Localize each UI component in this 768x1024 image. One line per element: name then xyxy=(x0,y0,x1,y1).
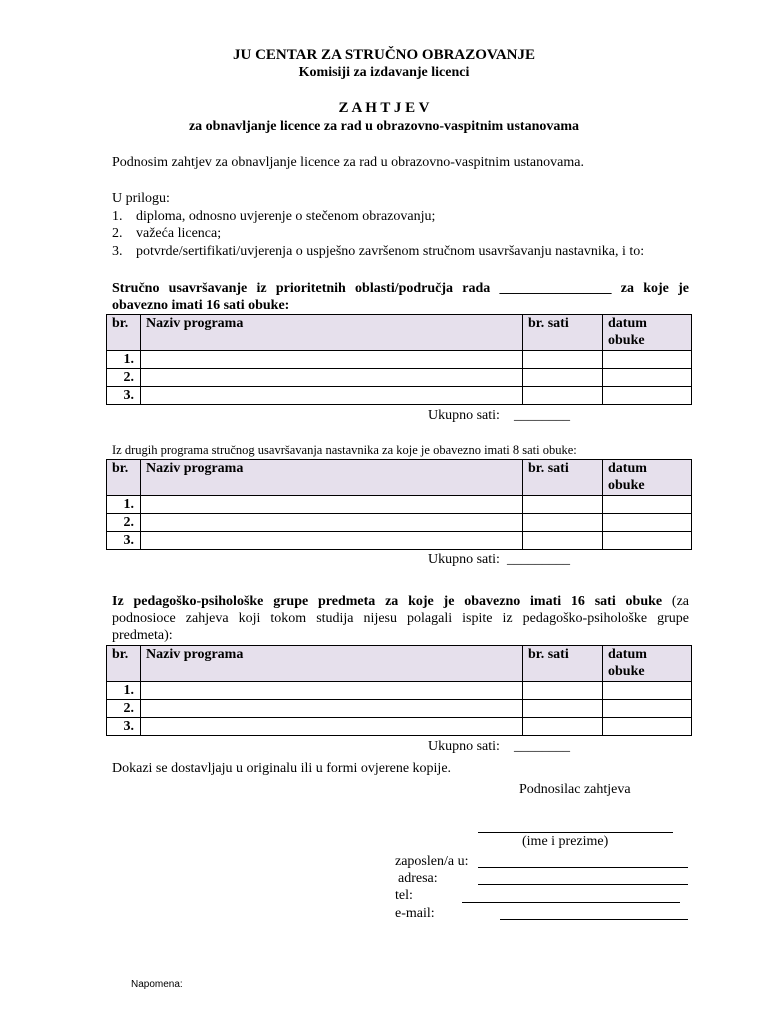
row-number: 1. xyxy=(107,682,141,700)
naziv-cell[interactable] xyxy=(141,718,523,736)
naziv-cell[interactable] xyxy=(141,700,523,718)
employed-field[interactable] xyxy=(478,867,688,868)
sati-cell[interactable] xyxy=(523,532,603,550)
attachment-item-2 xyxy=(112,225,221,242)
row-number: 1. xyxy=(107,496,141,514)
attachment-number: 3. xyxy=(112,244,123,259)
table-row xyxy=(107,682,692,700)
table-row xyxy=(107,718,692,736)
sati-cell[interactable] xyxy=(523,369,603,387)
col-header-sati: br. sati xyxy=(523,460,603,496)
datum-label: datum xyxy=(608,316,647,331)
row-number: 3. xyxy=(107,387,141,405)
table-row xyxy=(107,532,692,550)
document-title: Z A H T J E V xyxy=(338,100,430,116)
obuke-label: obuke xyxy=(608,664,645,679)
datum-cell[interactable] xyxy=(603,514,692,532)
tel-field[interactable] xyxy=(462,902,680,903)
section3-rest-text: (za xyxy=(662,594,689,609)
naziv-cell[interactable] xyxy=(141,369,523,387)
section1-total xyxy=(428,408,570,424)
row-number: 2. xyxy=(107,700,141,718)
name-signature-line[interactable] xyxy=(478,832,673,833)
sati-cell[interactable] xyxy=(523,514,603,532)
datum-cell[interactable] xyxy=(603,351,692,369)
col-header-datum xyxy=(603,460,692,496)
table-row xyxy=(107,351,692,369)
naziv-cell[interactable] xyxy=(141,496,523,514)
section2-total xyxy=(428,552,570,568)
intro-text: Podnosim zahtjev za obnavljanje licence za rad u obrazovno-vaspitnim ustanovama. xyxy=(112,155,584,170)
datum-label: datum xyxy=(608,647,647,662)
attachment-text: važeća licenca; xyxy=(136,226,222,241)
email-field[interactable] xyxy=(500,919,688,920)
datum-cell[interactable] xyxy=(603,718,692,736)
note-label: Napomena: xyxy=(131,979,183,990)
attachment-number: 1. xyxy=(112,209,123,224)
naziv-cell[interactable] xyxy=(141,532,523,550)
col-header-naziv: Naziv programa xyxy=(141,646,523,682)
total-label: Ukupno sati: xyxy=(428,552,500,567)
table-row xyxy=(107,369,692,387)
row-number: 1. xyxy=(107,351,141,369)
col-header-datum xyxy=(603,315,692,351)
datum-cell[interactable] xyxy=(603,496,692,514)
total-label: Ukupno sati: xyxy=(428,739,500,754)
naziv-cell[interactable] xyxy=(141,351,523,369)
attachment-item-1 xyxy=(112,208,435,225)
address-label: adresa: xyxy=(398,871,438,886)
col-header-br: br. xyxy=(107,460,141,496)
total-blank[interactable]: ________ xyxy=(513,739,570,754)
col-header-naziv: Naziv programa xyxy=(141,315,523,351)
total-blank[interactable]: _________ xyxy=(506,552,570,567)
row-number: 2. xyxy=(107,514,141,532)
sati-cell[interactable] xyxy=(523,387,603,405)
address-field[interactable] xyxy=(478,884,688,885)
datum-cell[interactable] xyxy=(603,682,692,700)
section1-heading-line1: Stručno usavršavanje iz prioritetnih oblasti/područja rada ________________ za koje je xyxy=(112,281,689,296)
attachment-text: diploma, odnosno uvjerenje o stečenom obrazovanju; xyxy=(136,209,436,224)
table-row xyxy=(107,700,692,718)
sati-cell[interactable] xyxy=(523,351,603,369)
naziv-cell[interactable] xyxy=(141,682,523,700)
col-header-br: br. xyxy=(107,315,141,351)
datum-label: datum xyxy=(608,461,647,476)
program-table-2 xyxy=(106,459,692,550)
table-row xyxy=(107,387,692,405)
email-label: e-mail: xyxy=(395,906,435,921)
committee-name: Komisiji za izdavanje licenci xyxy=(298,65,470,80)
sati-cell[interactable] xyxy=(523,718,603,736)
section3-bold-text: Iz pedagoško-psihološke grupe predmeta za koje je obavezno imati 16 sati obuke xyxy=(112,594,663,609)
attachment-text: potvrde/sertifikati/uvjerenja o uspješno završenom stručnom usavršavanju nastavnika, i to: xyxy=(136,244,645,259)
datum-cell[interactable] xyxy=(603,700,692,718)
datum-cell[interactable] xyxy=(603,532,692,550)
section2-heading: Iz drugih programa stručnog usavršavanja nastavnika za koje je obavezno imati 8 sati obuke: xyxy=(112,443,577,457)
document-subtitle: za obnavljanje licence za rad u obrazovno-vaspitnim ustanovama xyxy=(188,119,580,134)
section1-heading-line2: obavezno imati 16 sati obuke: xyxy=(112,298,290,313)
section3-heading-line3: predmeta): xyxy=(112,628,173,643)
obuke-label: obuke xyxy=(608,478,645,493)
sati-cell[interactable] xyxy=(523,682,603,700)
tel-label: tel: xyxy=(395,888,413,903)
sati-cell[interactable] xyxy=(523,496,603,514)
row-number: 3. xyxy=(107,532,141,550)
attachments-heading: U prilogu: xyxy=(112,191,170,206)
evidence-note: Dokazi se dostavljaju u originalu ili u formi ovjerene kopije. xyxy=(112,761,452,776)
attachment-number: 2. xyxy=(112,226,123,241)
table-row xyxy=(107,514,692,532)
section3-heading-line2: podnosioce zahjeva koji tokom studija nijesu polagali ispite iz pedagoško-psihološke grupe xyxy=(112,611,689,626)
row-number: 3. xyxy=(107,718,141,736)
row-number: 2. xyxy=(107,369,141,387)
col-header-naziv: Naziv programa xyxy=(141,460,523,496)
col-header-datum xyxy=(603,646,692,682)
col-header-br: br. xyxy=(107,646,141,682)
datum-cell[interactable] xyxy=(603,369,692,387)
table-row xyxy=(107,496,692,514)
institution-name: JU CENTAR ZA STRUČNO OBRAZOVANJE xyxy=(233,47,535,63)
employed-label: zaposlen/a u: xyxy=(395,854,469,869)
col-header-sati: br. sati xyxy=(523,315,603,351)
col-header-sati: br. sati xyxy=(523,646,603,682)
applicant-label: Podnosilac zahtjeva xyxy=(519,782,631,797)
naziv-cell[interactable] xyxy=(141,514,523,532)
section3-total xyxy=(428,739,570,755)
section3-heading-line1 xyxy=(112,593,689,610)
name-caption: (ime i prezime) xyxy=(522,834,609,849)
sati-cell[interactable] xyxy=(523,700,603,718)
naziv-cell[interactable] xyxy=(141,387,523,405)
datum-cell[interactable] xyxy=(603,387,692,405)
program-table-1 xyxy=(106,314,692,405)
obuke-label: obuke xyxy=(608,333,645,348)
total-label: Ukupno sati: xyxy=(428,408,500,423)
total-blank[interactable]: ________ xyxy=(513,408,570,423)
program-table-3 xyxy=(106,645,692,736)
attachment-item-3 xyxy=(112,243,644,260)
